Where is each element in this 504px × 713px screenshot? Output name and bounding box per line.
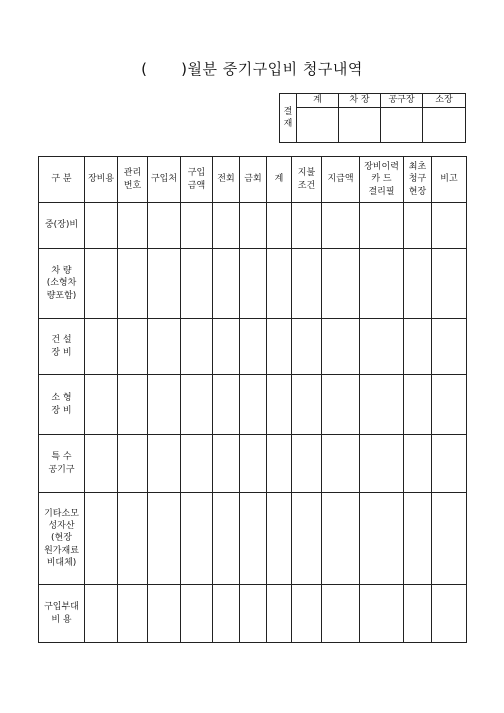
table-row [39, 249, 467, 319]
table-cell[interactable] [118, 249, 148, 319]
column-header: 전회 [213, 157, 240, 203]
table-cell[interactable] [240, 375, 267, 435]
table-cell[interactable] [322, 319, 360, 375]
table-cell[interactable] [181, 375, 213, 435]
column-header: 지급액 [322, 157, 360, 203]
column-header: 구입 금액 [181, 157, 213, 203]
table-row [39, 435, 467, 493]
table-cell[interactable] [404, 319, 432, 375]
table-cell[interactable] [181, 203, 213, 249]
title-month-paren: ( [141, 60, 148, 78]
approval-label: 결 재 [280, 94, 297, 143]
approval-sign-cell[interactable] [381, 108, 423, 143]
table-row [39, 585, 467, 643]
table-cell[interactable] [213, 493, 240, 585]
table-cell[interactable] [292, 585, 322, 643]
column-header: 금회 [240, 157, 267, 203]
table-cell[interactable] [360, 319, 404, 375]
row-category-label: 구입부대 비 용 [39, 585, 85, 643]
table-cell[interactable] [148, 203, 181, 249]
table-cell[interactable] [148, 493, 181, 585]
table-cell[interactable] [181, 319, 213, 375]
page-title [0, 58, 504, 79]
table-cell[interactable] [85, 375, 118, 435]
table-cell[interactable] [213, 203, 240, 249]
expense-table [38, 156, 467, 643]
table-cell[interactable] [292, 203, 322, 249]
table-row [39, 493, 467, 585]
table-cell[interactable] [267, 319, 292, 375]
table-cell[interactable] [432, 585, 467, 643]
table-cell[interactable] [85, 435, 118, 493]
table-cell[interactable] [181, 435, 213, 493]
table-cell[interactable] [292, 375, 322, 435]
row-category-label: 차 량 (소형차 량포함) [39, 249, 85, 319]
table-cell[interactable] [240, 493, 267, 585]
table-cell[interactable] [213, 435, 240, 493]
table-cell[interactable] [240, 319, 267, 375]
approval-sign-cell[interactable] [423, 108, 466, 143]
table-cell[interactable] [267, 249, 292, 319]
table-row [39, 319, 467, 375]
title-text: )월분 중기구입비 청구내역 [181, 60, 363, 78]
table-cell[interactable] [148, 319, 181, 375]
approval-header-total: 계 [297, 94, 339, 108]
table-cell[interactable] [181, 493, 213, 585]
table-cell[interactable] [360, 493, 404, 585]
table-cell[interactable] [85, 319, 118, 375]
table-cell[interactable] [148, 375, 181, 435]
table-cell[interactable] [240, 249, 267, 319]
table-cell[interactable] [322, 435, 360, 493]
table-cell[interactable] [267, 435, 292, 493]
approval-table [279, 93, 466, 143]
table-cell[interactable] [118, 375, 148, 435]
table-cell[interactable] [85, 249, 118, 319]
table-cell[interactable] [432, 203, 467, 249]
table-cell[interactable] [404, 249, 432, 319]
table-cell[interactable] [322, 375, 360, 435]
table-cell[interactable] [240, 203, 267, 249]
table-cell[interactable] [213, 249, 240, 319]
table-cell[interactable] [292, 249, 322, 319]
column-header: 비고 [432, 157, 467, 203]
table-cell[interactable] [118, 435, 148, 493]
approval-header-deputy: 차 장 [339, 94, 381, 108]
row-category-label: 소 형 장 비 [39, 375, 85, 435]
table-cell[interactable] [267, 585, 292, 643]
approval-header-site-chief: 소장 [423, 94, 466, 108]
table-row [39, 203, 467, 249]
column-header: 장비이력 카 드 결리필 [360, 157, 404, 203]
table-cell[interactable] [404, 203, 432, 249]
table-row [39, 375, 467, 435]
table-cell[interactable] [148, 435, 181, 493]
table-cell[interactable] [240, 435, 267, 493]
table-cell[interactable] [322, 203, 360, 249]
table-cell[interactable] [404, 585, 432, 643]
table-cell[interactable] [432, 375, 467, 435]
approval-sign-cell[interactable] [297, 108, 339, 143]
row-category-label: 기타소모 성자산 (현장 원가재료 비대체) [39, 493, 85, 585]
column-header: 구 분 [39, 157, 85, 203]
table-cell[interactable] [148, 585, 181, 643]
table-cell[interactable] [322, 585, 360, 643]
table-cell[interactable] [267, 493, 292, 585]
table-cell[interactable] [360, 585, 404, 643]
table-cell[interactable] [322, 249, 360, 319]
table-cell[interactable] [118, 319, 148, 375]
column-header: 최초 청구 현장 [404, 157, 432, 203]
approval-sign-cell[interactable] [339, 108, 381, 143]
column-header: 계 [267, 157, 292, 203]
column-header: 장비용 [85, 157, 118, 203]
table-cell[interactable] [85, 493, 118, 585]
table-cell[interactable] [404, 493, 432, 585]
table-cell[interactable] [432, 435, 467, 493]
table-cell[interactable] [213, 319, 240, 375]
table-cell[interactable] [322, 493, 360, 585]
approval-header-section-chief: 공구장 [381, 94, 423, 108]
table-cell[interactable] [181, 585, 213, 643]
table-cell[interactable] [213, 375, 240, 435]
row-category-label: 건 설 장 비 [39, 319, 85, 375]
table-cell[interactable] [360, 249, 404, 319]
table-cell[interactable] [292, 435, 322, 493]
table-cell[interactable] [360, 435, 404, 493]
table-cell[interactable] [118, 585, 148, 643]
table-cell[interactable] [404, 435, 432, 493]
table-cell[interactable] [432, 249, 467, 319]
table-cell[interactable] [118, 203, 148, 249]
table-cell[interactable] [360, 375, 404, 435]
row-category-label: 중(장)비 [39, 203, 85, 249]
table-cell[interactable] [292, 319, 322, 375]
table-cell[interactable] [213, 585, 240, 643]
table-cell[interactable] [432, 493, 467, 585]
table-cell[interactable] [85, 203, 118, 249]
table-cell[interactable] [432, 319, 467, 375]
column-header: 구입처 [148, 157, 181, 203]
table-cell[interactable] [292, 493, 322, 585]
table-header-row [39, 157, 467, 203]
column-header: 지불 조건 [292, 157, 322, 203]
table-cell[interactable] [267, 375, 292, 435]
table-cell[interactable] [148, 249, 181, 319]
row-category-label: 특 수 공기구 [39, 435, 85, 493]
column-header: 관리 번호 [118, 157, 148, 203]
table-cell[interactable] [118, 493, 148, 585]
table-cell[interactable] [240, 585, 267, 643]
table-cell[interactable] [360, 203, 404, 249]
table-cell[interactable] [267, 203, 292, 249]
table-cell[interactable] [181, 249, 213, 319]
table-cell[interactable] [85, 585, 118, 643]
table-cell[interactable] [404, 375, 432, 435]
